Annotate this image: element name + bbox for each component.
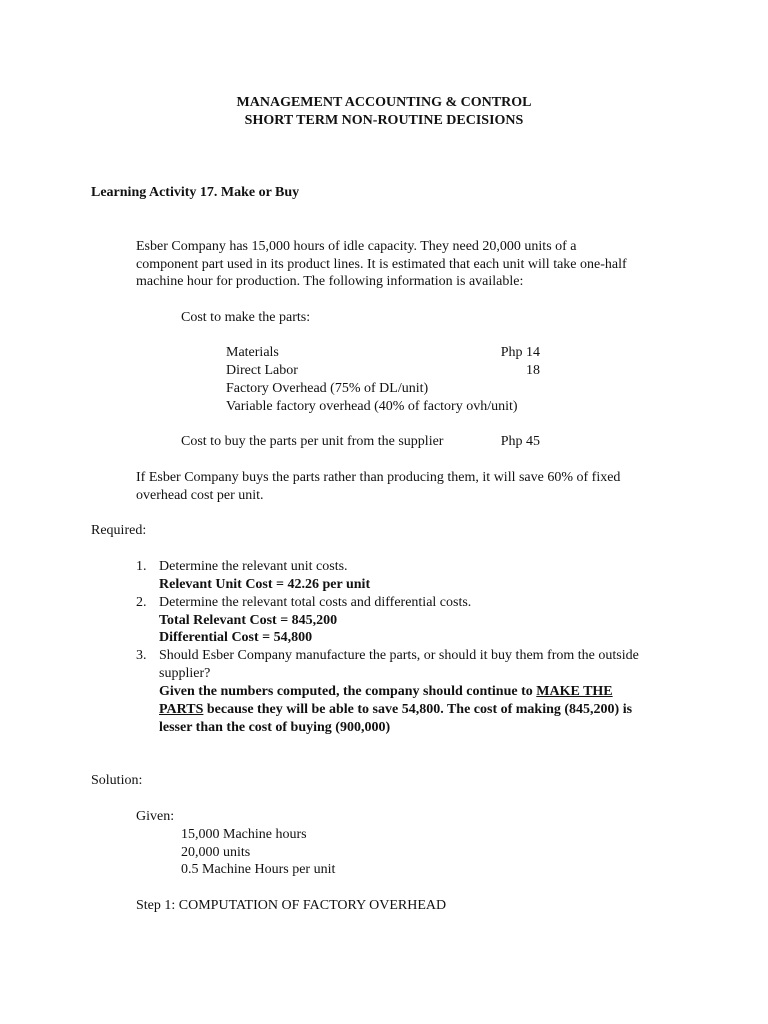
question-text: Determine the relevant unit costs. [159,559,348,574]
document-subtitle: SHORT TERM NON-ROUTINE DECISIONS [244,113,524,128]
savings-line-1: If Esber Company buys the parts rather than producing them, it will save 60% of fixed [136,470,621,485]
conclusion-emphasis: MAKE THE [536,684,613,699]
answer-total-relevant-cost: Total Relevant Cost = 845,200 [159,613,338,628]
solution-label: Solution: [91,773,143,788]
cost-item-label: Materials [226,345,279,360]
given-item: 0.5 Machine Hours per unit [181,862,336,877]
cost-buy-label: Cost to buy the parts per unit from the supplier [181,434,444,449]
answer-differential-cost: Differential Cost = 54,800 [159,630,313,645]
question-text: Determine the relevant total costs and differential costs. [159,595,472,610]
cost-buy-value: Php 45 [500,434,540,449]
intro-line-1: Esber Company has 15,000 hours of idle capacity. They need 20,000 units of a [136,239,577,254]
conclusion-line-3: lesser than the cost of buying (900,000) [159,720,391,735]
answer-relevant-unit-cost: Relevant Unit Cost = 42.26 per unit [159,577,371,592]
cost-item-value: Php 14 [500,345,540,360]
given-label: Given: [136,809,175,824]
cost-make-label: Cost to make the parts: [181,310,311,325]
step-1-heading: Step 1: COMPUTATION OF FACTORY OVERHEAD [136,898,447,913]
conclusion-line-1 [159,683,613,701]
conclusion-text: because they will be able to save 54,800. The cost of making (845,200) is [203,702,633,717]
question-number: 2. [136,595,147,610]
question-text: supplier? [159,666,211,681]
savings-line-2: overhead cost per unit. [136,488,264,503]
question-number: 1. [136,559,147,574]
activity-title: Learning Activity 17. Make or Buy [91,185,300,200]
question-number: 3. [136,648,147,663]
cost-item-label: Variable factory overhead (40% of factory ovh/unit) [226,399,518,414]
given-item: 20,000 units [181,845,251,860]
intro-line-3: machine hour for production. The following information is available: [136,274,524,289]
question-text: Should Esber Company manufacture the parts, or should it buy them from the outside [159,648,639,663]
conclusion-text: Given the numbers computed, the company should continue to [159,684,537,699]
intro-line-2: component part used in its product lines. It is estimated that each unit will take one-half [136,257,627,272]
given-item: 15,000 Machine hours [181,827,307,842]
required-label: Required: [91,523,147,538]
cost-item-value: 18 [526,363,540,378]
conclusion-line-2 [159,701,632,719]
cost-item-label: Direct Labor [226,363,298,378]
document-title: MANAGEMENT ACCOUNTING & CONTROL [236,95,532,110]
cost-item-label: Factory Overhead (75% of DL/unit) [226,381,429,396]
conclusion-emphasis: PARTS [159,702,204,717]
